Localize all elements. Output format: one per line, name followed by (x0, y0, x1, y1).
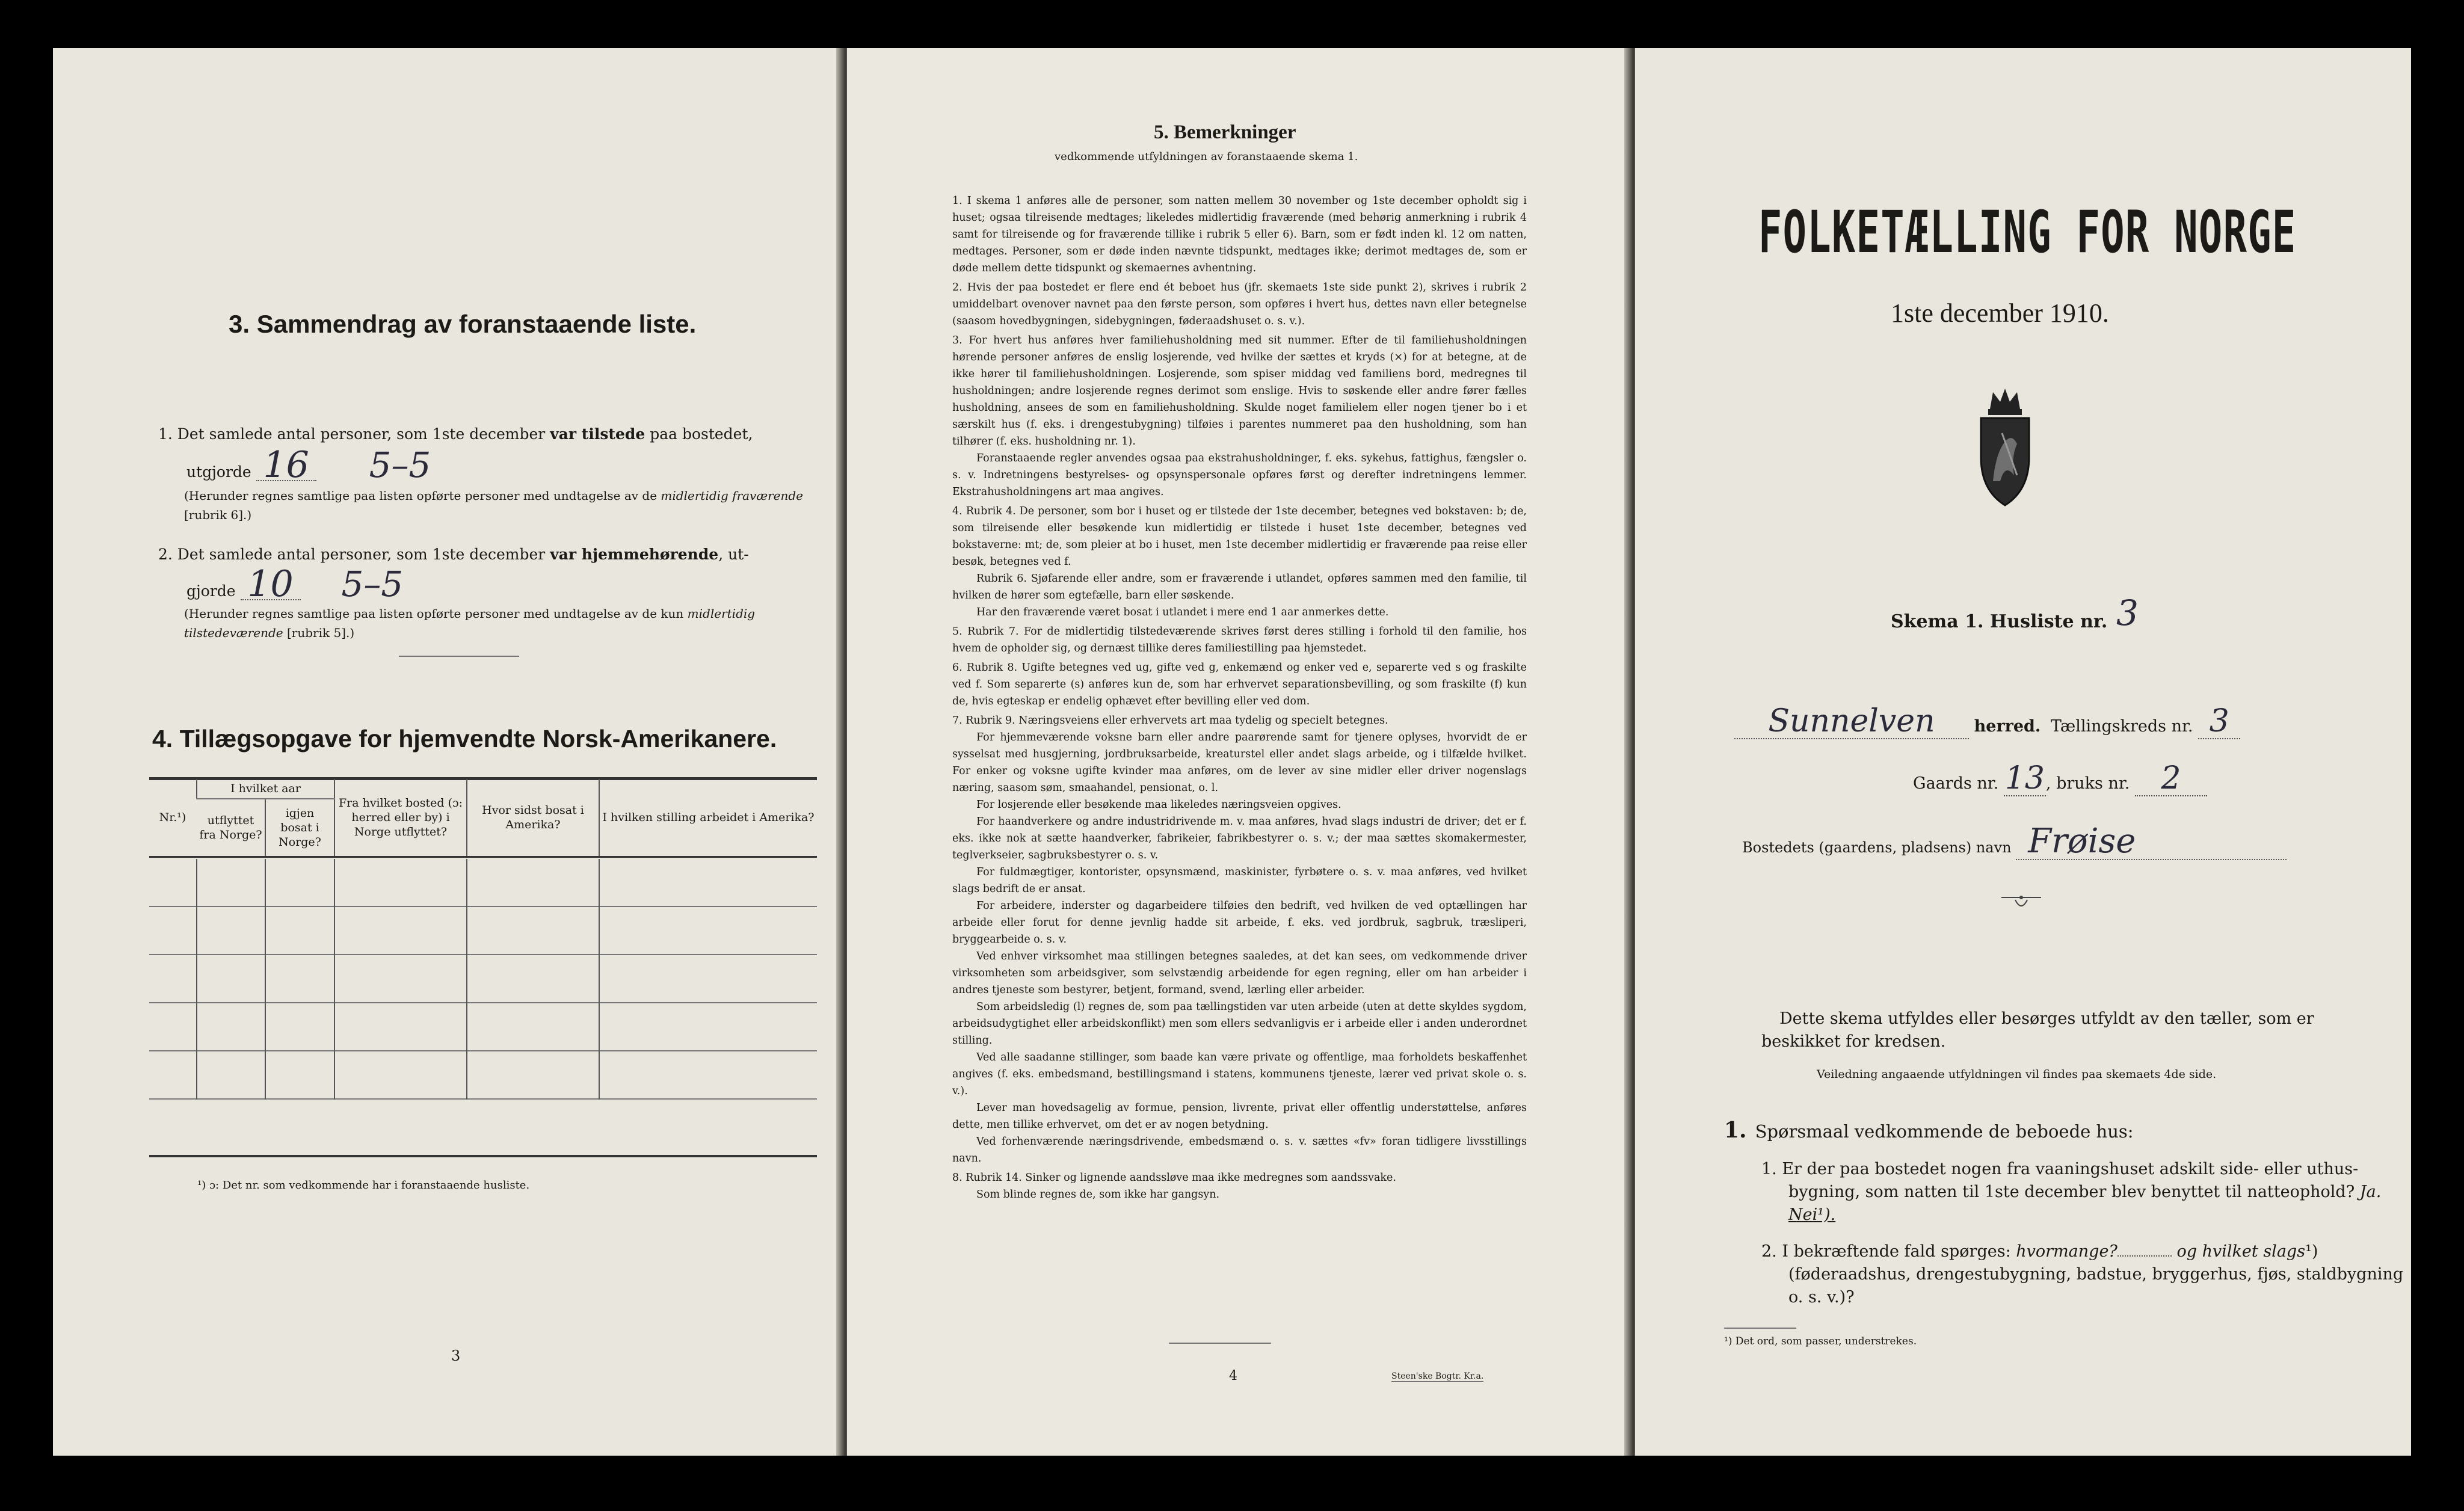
handwritten-present-split: 5–5 (369, 445, 431, 485)
handwritten-kreds-nr: 3 (2209, 703, 2229, 739)
divider (1724, 1328, 1796, 1329)
remark-paragraph: For arbeidere, inderster og dagarbeidere tilføies den bedrift, ved hvilken de ved optællingen har arbeide eller forut for denne jevnlig hadde sit arbeide, f. eks. ved jordbruk, sagbruk, træsliperi, bryggearbeide o. s. v. (952, 900, 1527, 946)
coat-of-arms-icon (1969, 385, 2041, 511)
summary-item-1-note: (Herunder regnes samtlige paa listen opførte personer med undtagelse av de midlertidig fraværende [rubrik 6].) (184, 488, 804, 522)
remark-paragraph: For haandverkere og andre industridrivende m. v. maa anføres, hvad slags industri de driver; det er f. eks. ikke nok at sætte haandverker, fabrikeier, fabrikbestyrer o. s. v.; der maa sættes skomakermester, teglverkseier, sagbruksbestyrer o. s. v. (952, 816, 1527, 861)
remark-paragraph: Som arbeidsledig (l) regnes de, som paa tællingstiden var uten arbeide (uten at dette skyldes sygdom, arbeidsudygtighet eller arbeidskonflikt) men som ellers sedvanligvis er i arbeide eller i anden underordnet stilling. (952, 1001, 1527, 1047)
table-row (149, 859, 817, 906)
col-group-year: I hvilket aar (197, 779, 334, 799)
handwritten-herred: Sunnelven (1768, 703, 1935, 739)
census-title: FOLKETÆLLING FOR NORGE (1758, 198, 2297, 266)
remark-paragraph: For hjemmeværende voksne barn eller andre paarørende samt for tjenere oplyses, hvorvidt de er sysselsat med husgjerning, jordbruksarbeide, kreaturstel eller andet slags arbeide, og i tilfælde hvilket. For enker og voksne ugifte kvinder maa anføres, om de lever av sine midler eller driver nogenslags næring, saasom søm, smaahandel, pensionat, o. l. (952, 731, 1527, 794)
col-fra: Fra hvilket bosted (ɔ: herred eller by) i Norge utflyttet? (334, 779, 467, 857)
summary-item-1-utgjorde: utgjorde 16 5–5 (186, 444, 431, 486)
remark-paragraph: Har den fraværende været bosat i utlandet i mere end 1 aar anmerkes dette. (976, 606, 1389, 618)
bosted-line: Bostedets (gaardens, pladsens) navn Frøise (1742, 830, 2287, 860)
handwritten-bosted: Frøise (2028, 822, 2136, 861)
question-2: 2. I bekræftende fald spørges: hvormange? og hvilket slags¹) (føderaadshus, drengestubygning, badstue, bryggerhus, fjøs, staldbygning o. s. v.)? (1761, 1242, 2404, 1306)
remark-paragraph: Lever man hovedsagelig av formue, pension, livrente, privat eller offentlig understøttelse, anføres dette, men tillike erhvervet, om det er av nogen betydning. (952, 1102, 1527, 1131)
remark-paragraph: Ved alle saadanne stillinger, som baade kan være private og offentlige, maa forholdets beskaffenhet angives (f. eks. embedsmand, bestillingsmand i statens, kommunens tjeneste, lærer ved privat skole o. s. v.). (952, 1051, 1527, 1097)
section3-title: 3. Sammendrag av foranstaaende liste. (229, 310, 697, 338)
right-page (1635, 48, 2411, 1456)
page-number: 4 (1229, 1368, 1237, 1383)
remark-paragraph: Rubrik 6. Sjøfarende eller andre, som er fraværende i utlandet, opføres sammen med den familie, til hvilken de hører som egtefælle, barn eller søskende. (952, 573, 1527, 602)
summary-item-2-note: (Herunder regnes samtlige paa listen opførte personer med undtagelse av de kun midlertidig tilstedeværende [rubrik 5].) (184, 606, 756, 640)
herred-line: Sunnelven herred. Tællingskreds nr. 3 (1734, 710, 2402, 739)
handwritten-husliste-nr: 3 (2116, 592, 2139, 633)
remarks-body (952, 192, 1527, 1203)
remarks-subtitle: vedkommende utfyldningen av foranstaaende skema 1. (1055, 150, 1358, 163)
summary-item-2-utgjorde: gjorde 10 5–5 (186, 563, 404, 605)
table-row (149, 1003, 817, 1051)
remark-paragraph: Ved enhver virksomhet maa stillingen betegnes saaledes, at det kan sees, om vedkommende driver virksomheten som arbeidsgiver, som selvstændig arbeidende for egen regning, eller om han arbeider i andres tjeneste som bestyrer, betjent, formand, svend, lærling eller arbeider. (952, 950, 1527, 996)
ornament-icon (2000, 890, 2042, 914)
middle-page (847, 48, 1626, 1456)
questions-header: 1. Spørsmaal vedkommende de beboede hus: (1724, 1118, 2134, 1143)
remark-paragraph: 3. For hvert hus anføres hver familiehusholdning med sit nummer. Efter de til familiehusholdningen hørende personer anføres de enslig losjerende, ved hvilke der sættes et kryds (×) for at betegne, at de ikke hører til familiehusholdningen. Losjerende, som spiser middag ved familiens bord, medregnes til husholdningen; andre losjerende regnes derimot som enslige. Hvis to søskende eller andre fører fælles husholdning, ansees de som en familiehusholdning. Skulde noget familielem eller nogen tjener bo i et særskilt hus (f. eks. i drengestubygning) tilføies i parentes nummeret paa den husholdning, som han tilhører (f. eks. husholdning nr. 1). (952, 334, 1527, 448)
instruction-note: Veiledning angaaende utfyldningen vil findes paa skemaets 4de side. (1817, 1068, 2217, 1081)
summary-item-2: 2. Det samlede antal personer, som 1ste december var hjemmehørende, ut- (158, 546, 749, 563)
table-row (149, 1051, 817, 1099)
handwritten-bruks-nr: 2 (2161, 760, 2181, 796)
skema-label: Skema 1. Husliste nr. (1891, 611, 2108, 632)
remark-paragraph: 5. Rubrik 7. For de midlertidig tilstedeværende skrives først deres stilling i forhold til den familie, hos hvem de opholder sig, og dernæst tillike deres familiestilling paa hjemstedet. (952, 626, 1527, 654)
table-row (149, 906, 817, 955)
remark-paragraph: 1. I skema 1 anføres alle de personer, som natten mellem 30 november og 1ste december opholdt sig i huset; ogsaa tilreisende medtages; likeledes midlertidig fraværende (med behørig anmerkning i rubrik 4 samt for tilreisende og for fraværende tillike i rubrik 5 eller 6). Barn, som er født inden kl. 12 om natten, medtages. Personer, som er døde inden nævnte tidspunkt, medtages ikke; derimot medtages de, som er døde mellem dette tidspunkt og skemaernes avhentning. (952, 195, 1527, 274)
census-date: 1ste december 1910. (1891, 298, 2109, 328)
remark-paragraph: 4. Rubrik 4. De personer, som bor i huset og er tilstede der 1ste december, betegnes ved bokstaven: b; de, som tilreisende eller besøkende kun midlertidig er tilstede i huset 1ste december, betegnes ved bokstaverne: mt; de, som pleier at bo i huset, men 1ste december midlertidig er fraværende paa reise eller besøk, betegnes ved f. (952, 505, 1527, 568)
question-1: 1. Er der paa bostedet nogen fra vaaningshuset adskilt side- eller uthus-bygning, som natten til 1ste december blev benyttet til natteophold? Ja. Nei¹). (1761, 1160, 2382, 1224)
remarks-title: 5. Bemerkninger (1154, 122, 1296, 143)
divider (1169, 1343, 1271, 1344)
divider (399, 656, 519, 657)
remark-paragraph: 2. Hvis der paa bostedet er flere end ét beboet hus (jfr. skemaets 1ste side punkt 2), skrives i rubrik 2 umiddelbart ovenover navnet paa den første person, som opføres i hvert hus, dettes navn eller betegnelse (saasom hovedbygningen, sidebygningen, føderaadshuset o. s. v.). (952, 282, 1527, 327)
handwritten-present-count: 16 (256, 450, 316, 481)
remark-paragraph: For fuldmægtiger, kontorister, opsynsmænd, maskinister, fyrbøtere o. s. v. maa anføres, ved hvilket slags bedrift de er ansat. (952, 866, 1527, 895)
printer-mark: Steen'ske Bogtr. Kr.a. (1391, 1371, 1484, 1381)
remark-paragraph: Foranstaaende regler anvendes ogsaa paa ekstrahusholdninger, f. eks. sykehus, fattighus, fængsler o. s. v. Indretningens bestyrelses- og opsynspersonale opføres først og derefter indretningens lemmer. Ekstrahusholdningens art maa angives. (952, 452, 1527, 498)
col-igjen: igjen bosat i Norge? (265, 799, 334, 857)
remark-paragraph: Som blinde regnes de, som ikke har gangsyn. (976, 1189, 1220, 1201)
handwritten-resident-split: 5–5 (341, 564, 404, 605)
remark-paragraph: Ved forhenværende næringsdrivende, embedsmænd o. s. v. sættes «fv» foran tidligere livsstillings navn. (952, 1136, 1527, 1165)
remark-paragraph: 8. Rubrik 14. Sinker og lignende aandssløve maa ikke medregnes som aandssvake. (952, 1172, 1396, 1184)
section4-title: 4. Tillægsopgave for hjemvendte Norsk-Amerikanere. (152, 725, 777, 752)
remark-paragraph: 6. Rubrik 8. Ugifte betegnes ved ug, gifte ved g, enkemænd og enker ved e, separerte ved s og fraskilte ved f. Som separerte (s) anføres kun de, som har erhvervet separationsbevilling, og som fraskilte (f) kun de, hvis egteskap er endelig ophævet efter bevilling eller ved dom. (952, 662, 1527, 707)
norsk-amerikanere-table (149, 779, 817, 1100)
instruction-text: Dette skema utfyldes eller besørges utfyldt av den tæller, som er beskikket for kredsen. (1761, 1009, 2314, 1051)
col-utflyttet: utflyttet fra Norge? (199, 814, 262, 842)
nei-answer: Nei¹). (1788, 1205, 1836, 1224)
table-bottom-rule (149, 1155, 817, 1157)
left-page (53, 48, 838, 1456)
table-footnote: ¹) ɔ: Det nr. som vedkommende har i foranstaaende husliste. (197, 1179, 530, 1192)
remark-paragraph: 7. Rubrik 9. Næringsveiens eller erhvervets art maa tydelig og specielt betegnes. (952, 715, 1388, 727)
table-row (149, 955, 817, 1003)
handwritten-resident-count: 10 (241, 569, 301, 600)
gaards-line: Gaards nr. 13, bruks nr. 2 (1913, 767, 2207, 796)
col-hvor: Hvor sidst bosat i Amerika? (467, 779, 599, 857)
handwritten-gaards-nr: 13 (2004, 760, 2045, 796)
page-number: 3 (451, 1347, 461, 1364)
col-nr: Nr.¹) (159, 811, 186, 824)
summary-item-1: 1. Det samlede antal personer, som 1ste december var tilstede paa bostedet, (158, 425, 753, 443)
footnote: ¹) Det ord, som passer, understrekes. (1724, 1335, 1917, 1347)
col-stilling: I hvilken stilling arbeidet i Amerika? (599, 779, 817, 857)
remark-paragraph: For losjerende eller besøkende maa likeledes næringsveien opgives. (976, 799, 1341, 811)
